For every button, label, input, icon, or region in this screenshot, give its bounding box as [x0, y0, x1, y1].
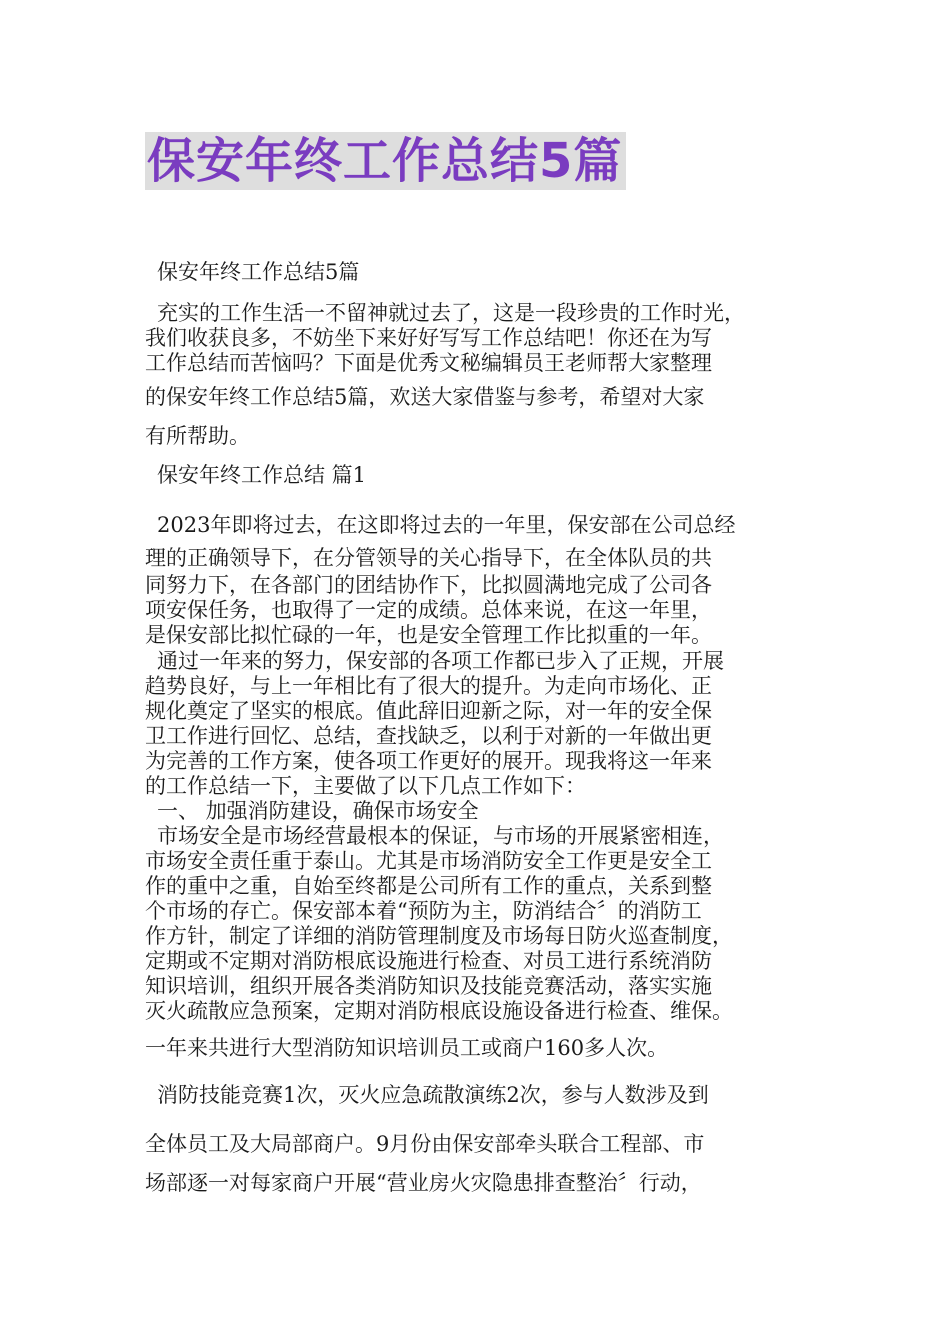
- section-heading: 保安年终工作总结 篇1: [157, 463, 367, 487]
- document-title: 保安年终工作总结5篇: [145, 132, 626, 190]
- paragraph-line: 趋势良好，与上一年相比有了很大的提升。为走向市场化、正: [145, 674, 712, 698]
- paragraph-line: 项安保任务，也取得了一定的成绩。总体来说，在这一年里，: [145, 598, 712, 622]
- paragraph-line: 全体员工及大局部商户。9月份由保安部牵头联合工程部、市: [145, 1132, 705, 1156]
- paragraph-line: 场部逐一对每家商户开展“营业房火灾隐患排查整治〞行动，: [145, 1171, 702, 1195]
- paragraph-line: 市场安全是市场经营最根本的保证，与市场的开展紧密相连，: [157, 824, 724, 848]
- paragraph-line: 知识培训，组织开展各类消防知识及技能竞赛活动，落实实施: [145, 974, 712, 998]
- paragraph-line: 有所帮助。: [145, 424, 250, 448]
- paragraph-line: 为完善的工作方案，使各项工作更好的展开。现我将这一年来: [145, 749, 712, 773]
- paragraph-line: 灭火疏散应急预案，定期对消防根底设施设备进行检查、维保。: [145, 999, 733, 1023]
- paragraph-line: 2023年即将过去，在这即将过去的一年里，保安部在公司总经: [157, 513, 736, 537]
- paragraph-line: 通过一年来的努力，保安部的各项工作都已步入了正规，开展: [157, 649, 724, 673]
- paragraph-line: 同努力下，在各部门的团结协作下，比拟圆满地完成了公司各: [145, 573, 712, 597]
- paragraph-line: 个市场的存亡。保安部本着“预防为主，防消结合〞的消防工: [145, 899, 702, 923]
- paragraph-line: 的工作总结一下，主要做了以下几点工作如下：: [145, 774, 586, 798]
- paragraph-line: 我们收获良多，不妨坐下来好好写写工作总结吧！你还在为写: [145, 326, 712, 350]
- paragraph-line: 规化奠定了坚实的根底。值此辞旧迎新之际，对一年的安全保: [145, 699, 712, 723]
- section-heading: 一、 加强消防建设，确保市场安全: [157, 799, 479, 823]
- paragraph-line: 充实的工作生活一不留神就过去了，这是一段珍贵的工作时光，: [157, 301, 745, 325]
- paragraph-line: 消防技能竞赛1次，灭火应急疏散演练2次，参与人数涉及到: [157, 1083, 709, 1107]
- paragraph-line: 作方针，制定了详细的消防管理制度及市场每日防火巡查制度，: [145, 924, 733, 948]
- paragraph-line: 市场安全责任重于泰山。尤其是市场消防安全工作更是安全工: [145, 849, 712, 873]
- section-heading: 保安年终工作总结5篇: [157, 260, 360, 284]
- paragraph-line: 工作总结而苦恼吗？下面是优秀文秘编辑员王老师帮大家整理: [145, 351, 712, 375]
- paragraph-line: 一年来共进行大型消防知识培训员工或商户160多人次。: [145, 1036, 669, 1060]
- paragraph-line: 定期或不定期对消防根底设施进行检查、对员工进行系统消防: [145, 949, 712, 973]
- paragraph-line: 的保安年终工作总结5篇，欢送大家借鉴与参考，希望对大家: [145, 385, 705, 409]
- paragraph-line: 作的重中之重，自始至终都是公司所有工作的重点，关系到整: [145, 874, 712, 898]
- paragraph-line: 卫工作进行回忆、总结，查找缺乏，以利于对新的一年做出更: [145, 724, 712, 748]
- paragraph-line: 是保安部比拟忙碌的一年，也是安全管理工作比拟重的一年。: [145, 623, 712, 647]
- paragraph-line: 理的正确领导下，在分管领导的关心指导下，在全体队员的共: [145, 546, 712, 570]
